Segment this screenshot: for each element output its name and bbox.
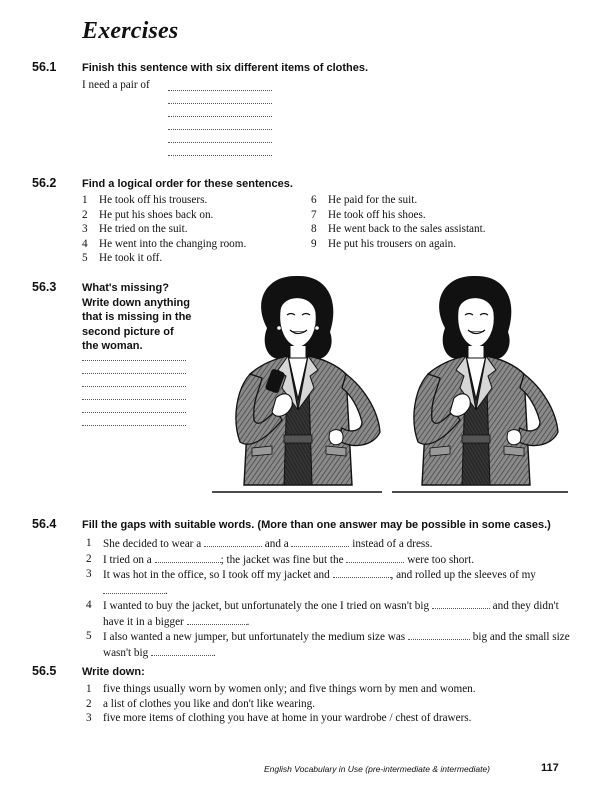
gap[interactable] [291, 536, 349, 547]
list-item: 4 I wanted to buy the jacket, but unfortunately the one I tried on wasn't big and they didn't have it in a bigger . [86, 599, 559, 628]
list-item: 9 He put his trousers on again. [311, 237, 457, 250]
answer-line[interactable] [82, 425, 186, 426]
answer-line[interactable] [82, 412, 186, 413]
woman-illustrations [212, 270, 574, 500]
page-title: Exercises [82, 18, 179, 44]
list-item: 2 I tried on a ; the jacket was fine but the were too short. [86, 552, 475, 566]
answer-line[interactable] [82, 399, 186, 400]
answer-line[interactable] [82, 360, 186, 361]
list-item: 8 He went back to the sales assistant. [311, 223, 486, 235]
list-item: 3 He tried on the suit. [82, 223, 188, 235]
sentence-list-right [311, 193, 551, 251]
gap[interactable] [432, 598, 490, 609]
woman-figure-1 [236, 276, 380, 485]
list-item: 5 He took it off. [82, 252, 163, 264]
list-item: 4 He went into the changing room. [82, 237, 247, 250]
write-down-list [86, 682, 570, 726]
book-title-footer: English Vocabulary in Use (pre-intermediate & intermediate) [264, 764, 490, 774]
list-item: 1 five things usually worn by women only; and five things worn by men and women. [86, 683, 476, 695]
gap[interactable] [155, 552, 221, 563]
list-item: 7 He took off his shoes. [311, 208, 426, 221]
exercise-56-2-instruction: Find a logical order for these sentences. [82, 178, 293, 190]
answer-line[interactable] [82, 386, 186, 387]
gap[interactable] [408, 629, 470, 640]
exercise-56-2-number: 56.2 [32, 176, 57, 190]
gap-fill-list [86, 536, 570, 660]
woman-figure-2 [414, 276, 558, 485]
exercise-56-4-number: 56.4 [32, 517, 57, 531]
list-item: 3 five more items of clothing you have at home in your wardrobe / chest of drawers. [86, 712, 472, 724]
exercise-56-1-sentence [82, 78, 150, 93]
exercise-56-3-number: 56.3 [32, 280, 57, 294]
exercise-56-5-number: 56.5 [32, 664, 57, 678]
list-item: 1 He took off his trousers. [82, 194, 208, 206]
answer-line[interactable] [82, 373, 186, 374]
list-item: 5 I also wanted a new jumper, but unfortunately the medium size was big and the small size wasn't big . [86, 630, 570, 659]
gap[interactable] [333, 567, 391, 578]
gap[interactable] [187, 614, 247, 625]
list-item: 3 It was hot in the office, so I took off my jacket and , and rolled up the sleeves of my . [86, 568, 536, 597]
exercise-56-5-instruction: Write down: [82, 666, 145, 678]
list-item: 1 She decided to wear a and a instead of a dress. [86, 537, 433, 550]
list-item: 6 He paid for the suit. [311, 194, 418, 206]
gap[interactable] [103, 583, 165, 594]
answer-line[interactable] [168, 90, 272, 91]
gap[interactable] [346, 552, 404, 563]
answer-line[interactable] [168, 142, 272, 143]
page-number: 117 [541, 762, 559, 774]
exercise-56-1-number: 56.1 [32, 60, 57, 74]
answer-line[interactable] [168, 103, 272, 104]
list-item: 2 He put his shoes back on. [82, 208, 214, 221]
sentence-stem: I need a pair of [82, 79, 150, 91]
sentence-list-left [82, 193, 302, 266]
list-item: 2 a list of clothes you like and don't like wearing. [86, 697, 316, 710]
exercise-56-1-instruction: Finish this sentence with six different items of clothes. [82, 62, 369, 74]
answer-line[interactable] [168, 116, 272, 117]
gap[interactable] [204, 536, 262, 547]
exercise-56-3-instruction: What's missing? Write down anything that is missing in the second picture of the woman. [82, 282, 192, 352]
answer-line[interactable] [168, 155, 272, 156]
answer-line[interactable] [168, 129, 272, 130]
exercise-56-4-instruction: Fill the gaps with suitable words. (More than one answer may be possible in some cases.) [82, 519, 551, 531]
gap[interactable] [151, 645, 213, 656]
